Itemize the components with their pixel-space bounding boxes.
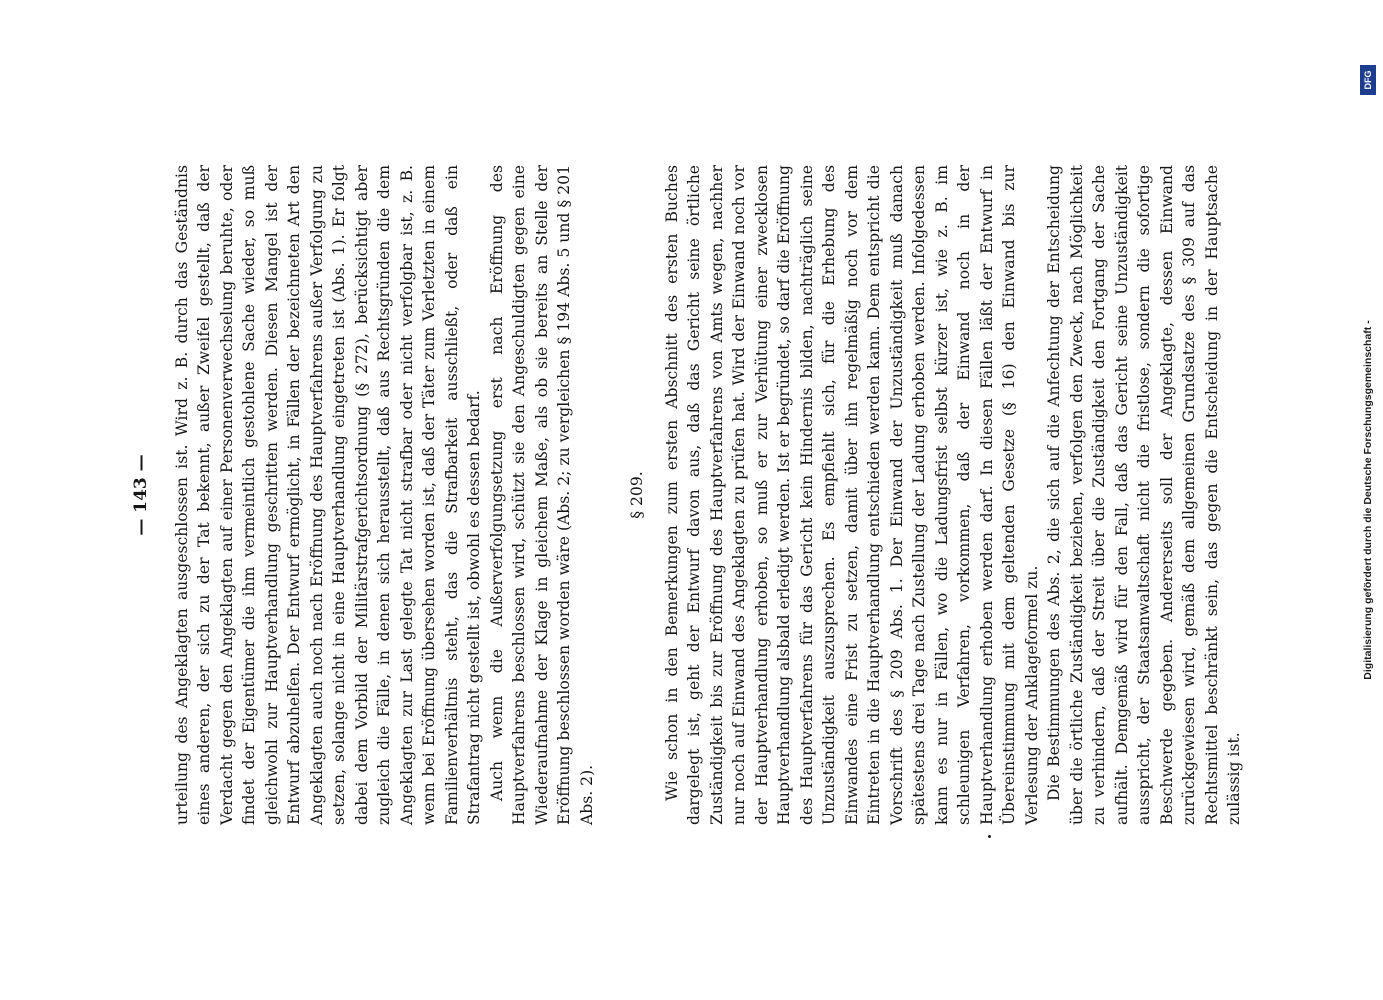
document-page <box>130 165 1246 825</box>
paragraph-bottom-2: Die Bestimmungen des Abs. 2, die sich auf die Anfechtung der Entscheidung über die örtliche Zuständigkeit beziehen, verfolgen den Zweck, nach Möglichkeit zu verhindern, daß der Streit über die Zuständigkeit den Fortgang der Sache aufhält. Demgemäß wird für den Fall, daß das Gericht seine Unzuständigkeit ausspricht, der Staatsanwaltschaft nicht die fristlose, sondern die sofortige Beschwerde gegeben. Andererseits soll der Angeklagte, dessen Einwand zurückgewiesen wird, gemäß dem allgemeinen Grundsatze des § 309 auf das Rechtsmittel beschränkt sein, das gegen die Entscheidung in der Hauptsache zulässig ist. <box>1045 165 1243 825</box>
dfg-logo: DFG <box>1360 65 1376 95</box>
paragraph-top-1: urteilung des Angeklagten ausgeschlossen ist. Wird z. B. durch das Geständnis eines anderen, der sich zu der Tat bekennt, außer Zweifel gestellt, daß der Verdacht gegen den Angeklagten auf einer Personenverwechselung beruhte, oder findet der Eigentümer die ihm vermeintlich gestohlene Sache wieder, so muß gleichwohl zur Hauptverhandlung geschritten werden. Diesen Mangel ist der Entwurf abzuhelfen. Der Entwurf ermöglicht, in Fällen der bezeichneten Art den Angeklagten auch noch nach Eröffnung des Hauptverfahrens außer Verfolgung zu setzen, solange nicht in eine Hauptverhandlung eingetreten ist (Abs. 1). Er folgt dabei dem Vorbild der Militärstrafgerichtsordnung (§ 272), berücksichtigt aber zugleich die Fälle, in denen sich herausstellt, daß aus Rechtsgründen die dem Angeklagten zur Last gelegte Tat nicht strafbar oder nicht verfolgbar ist, z. B. wenn bei Eröffnung übersehen worden ist, daß der Täter zum Verletzten in einem Familienverhältnis steht, das die Strafbarkeit ausschließt, oder daß ein Strafantrag nicht gestellt ist, obwohl es dessen bedarf. <box>172 165 483 825</box>
paragraph-bottom-1: Wie schon in den Bemerkungen zum ersten Abschnitt des ersten Buches dargelegt ist, geht der Entwurf davon aus, daß das Gericht seine örtliche Zuständigkeit bis zur Eröffnung des Hauptverfahrens von Amts wegen, nachher nur noch auf Einwand des Angeklagten zu prüfen hat. Wird der Einwand noch vor der Hauptverhandlung erhoben, so muß er zur Verhütung einer zwecklosen Hauptverhandlung alsbald erledigt werden. Ist er begründet, so darf die Eröffnung des Hauptverfahrens für das Gericht kein Hindernis bilden, nachträglich seine Unzuständigkeit auszusprechen. Es empfiehlt sich, für die Erhebung des Einwandes eine Frist zu setzen, damit über ihn regelmäßig noch vor dem Eintreten in die Hauptverhandlung entschieden werden kann. Dem entspricht die Vorschrift des § 209 Abs. 1. Der Einwand der Unzuständigkeit muß danach spätestens drei Tage nach Zustellung der Ladung erhoben werden. Infolgedessen kann es nur in Fällen, wo die Ladungsfrist selbst kürzer ist, wie z. B. im schleunigen Verfahren, vorkommen, daß der Einwand noch in der Hauptverhandlung erhoben werden darf. In diesen Fällen läßt der Entwurf in Übereinstimmung mit dem geltenden Gesetze (§ 16) den Einwand bis zur Verlesung der Anklageformel zu. <box>662 165 1041 825</box>
page-number-header: — 143 — <box>131 454 151 536</box>
paragraph-top-2: Auch wenn die Außerverfolgungsetzung erst nach Eröffnung des Hauptverfahrens beschlossen wird, schützt sie den Angeschuldigten gegen eine Wiederaufnahme der Klage in gleichem Maße, als ob sie bereits an Stelle der Eröffnung beschlossen worden wäre (Abs. 2; zu vergleichen § 194 Abs. 5 und § 201 Abs. 2). <box>487 165 596 825</box>
digitization-credit: Digitalisierung gefördert durch die Deutsche Forschungsgemeinschaft - <box>1362 320 1374 680</box>
scan-speck <box>988 835 991 838</box>
section-heading: § 209. <box>628 471 646 519</box>
